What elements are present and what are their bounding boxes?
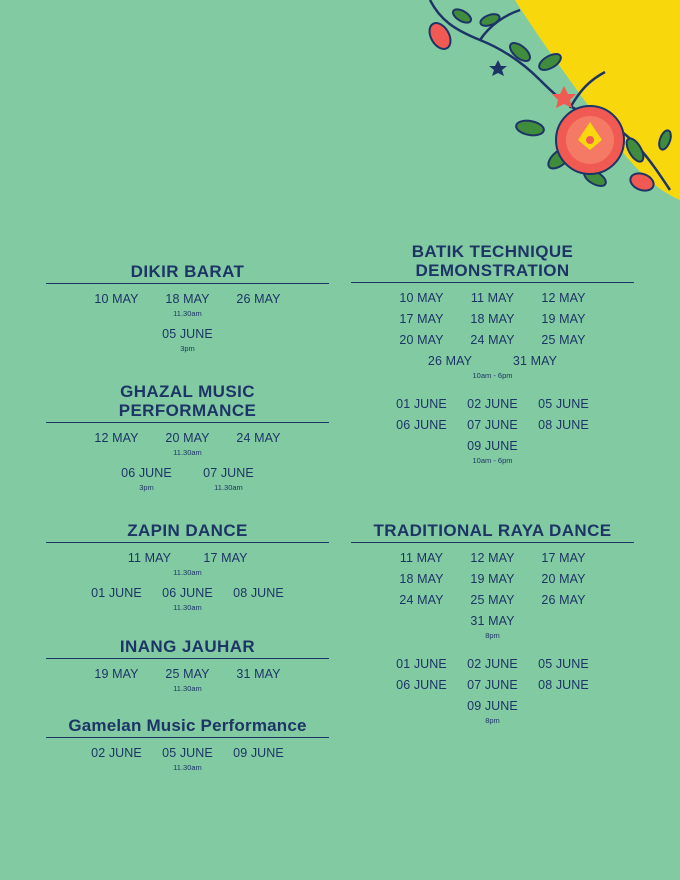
date: 08 JUNE	[538, 678, 589, 692]
date: 19 MAY	[94, 667, 139, 681]
divider	[46, 283, 329, 284]
time-label: 11.30am	[173, 309, 202, 318]
date: 10 MAY	[94, 292, 139, 306]
date-row	[46, 583, 329, 604]
divider	[46, 737, 329, 738]
date: 24 MAY	[399, 593, 444, 607]
date: 01 JUNE	[91, 586, 142, 600]
section-batik-technique	[351, 242, 634, 471]
date-row	[351, 394, 634, 415]
date: 08 JUNE	[233, 586, 284, 600]
date: 07 JUNE	[203, 466, 254, 480]
date: 09 JUNE	[467, 699, 518, 713]
section-title: INANG JAUHAR	[119, 637, 256, 656]
section-zapin-dance	[46, 521, 329, 618]
date: 07 JUNE	[467, 418, 518, 432]
date: 20 MAY	[165, 431, 210, 445]
date-row	[351, 675, 634, 696]
date: 05 JUNE	[162, 327, 213, 341]
section-title: Gamelan Music Performance	[68, 716, 307, 735]
date: 18 MAY	[470, 312, 515, 326]
date: 05 JUNE	[538, 397, 589, 411]
section-traditional-raya-dance	[351, 521, 634, 731]
time-label: 11.30am	[173, 568, 202, 577]
section-title: TRADITIONAL RAYA DANCE	[373, 521, 612, 540]
time-label: 11.30am	[173, 448, 202, 457]
time-label: 10am - 6pm	[472, 371, 513, 380]
date: 01 JUNE	[396, 397, 447, 411]
section-title-line2: PERFORMANCE	[118, 401, 257, 420]
date: 08 JUNE	[538, 418, 589, 432]
date: 18 MAY	[165, 292, 210, 306]
section-title: ZAPIN DANCE	[127, 521, 248, 540]
date-row	[46, 548, 329, 569]
date: 17 MAY	[399, 312, 444, 326]
date-row	[351, 569, 634, 590]
time-label: 3pm	[139, 483, 154, 492]
divider	[46, 422, 329, 423]
section-title-line1: BATIK TECHNIQUE	[411, 242, 574, 261]
date: 11 MAY	[470, 291, 515, 305]
section-title-line2: DEMONSTRATION	[415, 261, 570, 280]
date: 19 MAY	[541, 312, 586, 326]
date: 06 JUNE	[396, 418, 447, 432]
date-row	[351, 351, 634, 372]
time-label: 11.30am	[173, 763, 202, 772]
date: 25 MAY	[541, 333, 586, 347]
date-row	[351, 590, 634, 611]
date: 06 JUNE	[121, 466, 172, 480]
section-inang-jauhar	[46, 637, 329, 699]
section-gamelan-music	[46, 716, 329, 778]
date: 06 JUNE	[162, 586, 213, 600]
date-row	[46, 463, 329, 484]
date-row	[46, 289, 329, 310]
date: 09 JUNE	[467, 439, 518, 453]
date: 06 JUNE	[396, 678, 447, 692]
date: 31 MAY	[236, 667, 281, 681]
date-row	[351, 330, 634, 351]
date: 17 MAY	[203, 551, 248, 565]
section-dikir-barat	[46, 262, 329, 359]
date: 12 MAY	[470, 551, 515, 565]
date-row	[46, 324, 329, 345]
date: 11 MAY	[399, 551, 444, 565]
floral-corner-decoration	[420, 0, 680, 215]
time-label: 11.30am	[173, 684, 202, 693]
date: 17 MAY	[541, 551, 586, 565]
date: 18 MAY	[399, 572, 444, 586]
date: 02 JUNE	[467, 397, 518, 411]
divider	[46, 542, 329, 543]
section-title: DIKIR BARAT	[130, 262, 245, 281]
time-label: 10am - 6pm	[472, 456, 513, 465]
time-label: 11.30am	[214, 483, 243, 492]
time-label: 11.30am	[173, 603, 202, 612]
date: 02 JUNE	[467, 657, 518, 671]
date: 24 MAY	[470, 333, 515, 347]
time-label: 3pm	[180, 344, 195, 353]
section-title-line1: GHAZAL MUSIC	[120, 382, 255, 401]
batik-flower-icon	[556, 106, 624, 174]
date: 12 MAY	[94, 431, 139, 445]
date-row	[46, 743, 329, 764]
date: 05 JUNE	[538, 657, 589, 671]
section-ghazal-music	[46, 382, 329, 494]
date: 10 MAY	[399, 291, 444, 305]
date: 20 MAY	[541, 572, 586, 586]
date: 31 MAY	[470, 614, 515, 628]
date: 05 JUNE	[162, 746, 213, 760]
date-row	[351, 696, 634, 717]
date-row	[351, 436, 634, 457]
date-row	[351, 611, 634, 632]
date: 25 MAY	[470, 593, 515, 607]
date: 11 MAY	[127, 551, 172, 565]
date-row	[46, 664, 329, 685]
date: 25 MAY	[165, 667, 210, 681]
date: 20 MAY	[399, 333, 444, 347]
date: 01 JUNE	[396, 657, 447, 671]
date: 07 JUNE	[467, 678, 518, 692]
date: 31 MAY	[512, 354, 558, 368]
date-row	[351, 309, 634, 330]
date-row	[351, 288, 634, 309]
time-label: 8pm	[485, 631, 500, 640]
date-row	[351, 415, 634, 436]
date: 26 MAY	[541, 593, 586, 607]
date: 26 MAY	[236, 292, 281, 306]
date-row	[46, 428, 329, 449]
date: 19 MAY	[470, 572, 515, 586]
divider	[351, 282, 634, 283]
date: 09 JUNE	[233, 746, 284, 760]
date: 24 MAY	[236, 431, 281, 445]
date: 26 MAY	[427, 354, 473, 368]
date: 02 JUNE	[91, 746, 142, 760]
date: 12 MAY	[541, 291, 586, 305]
time-label: 8pm	[485, 716, 500, 725]
time-pair	[46, 482, 329, 494]
divider	[46, 658, 329, 659]
date-row	[351, 654, 634, 675]
divider	[351, 542, 634, 543]
date-row	[351, 548, 634, 569]
